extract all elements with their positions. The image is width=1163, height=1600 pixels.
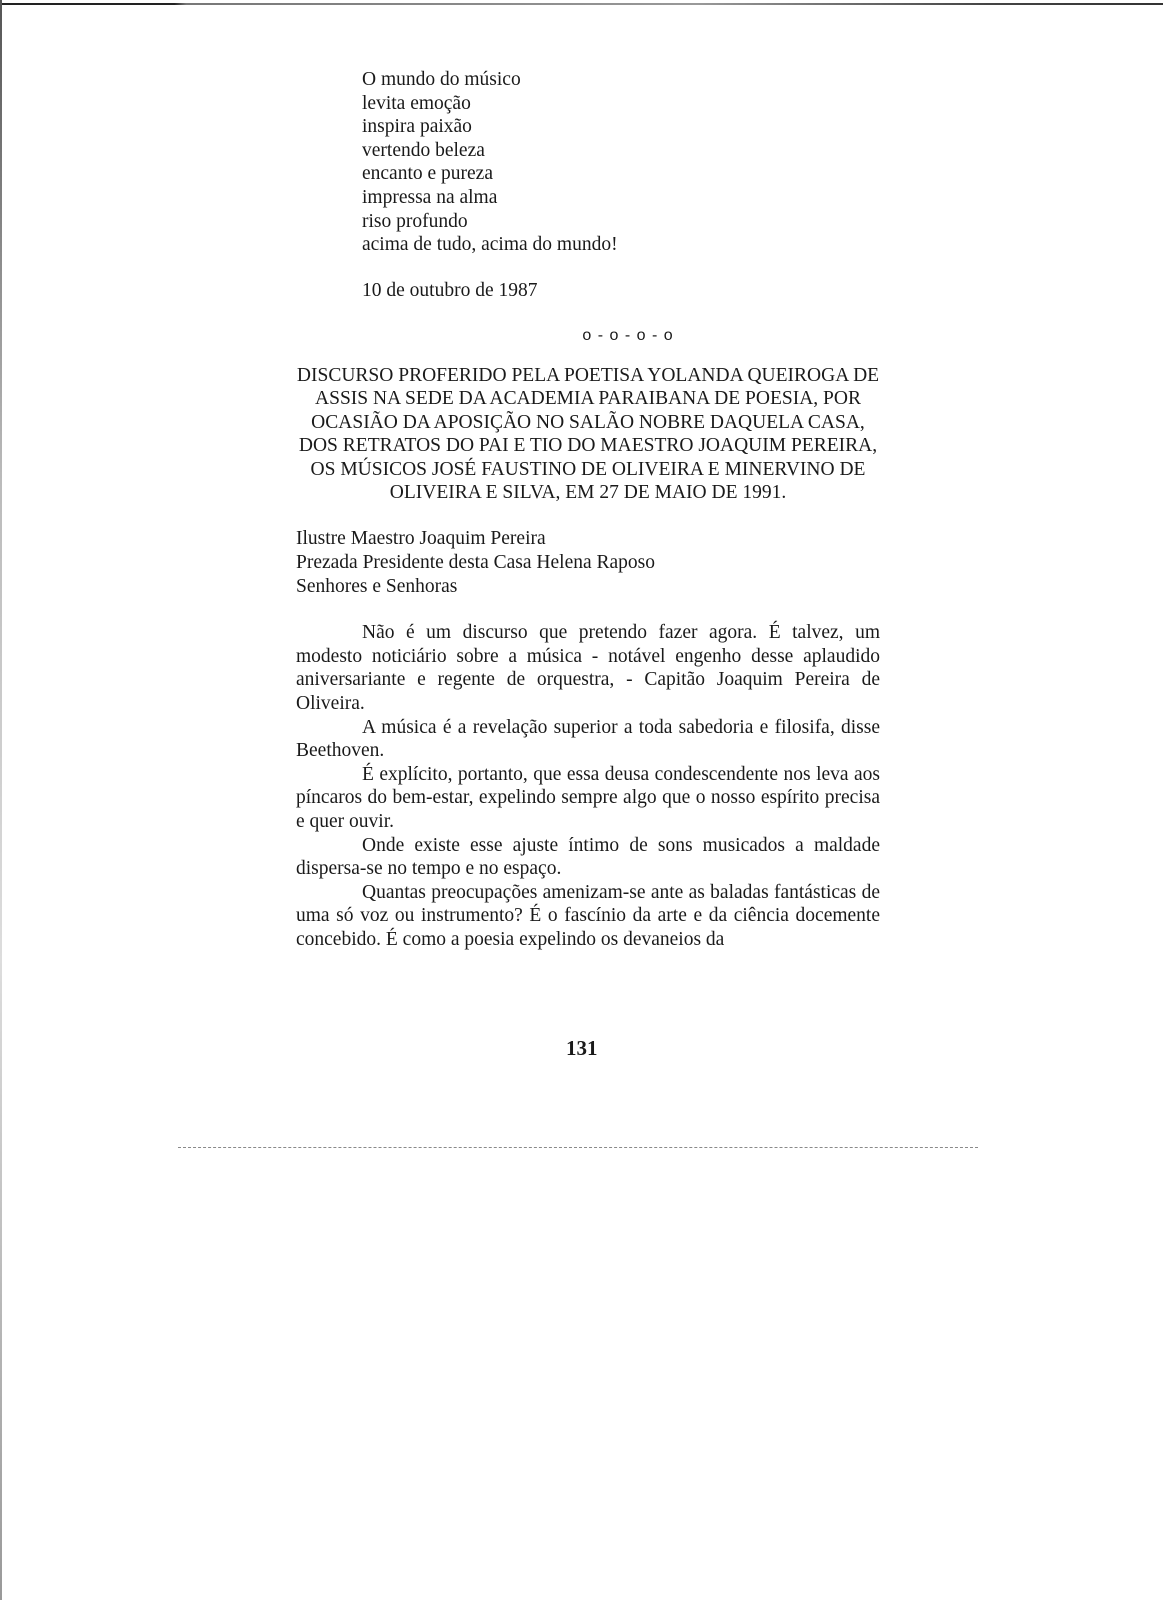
page-content <box>296 68 880 951</box>
poem-line: O mundo do músico <box>362 69 521 90</box>
salutation-line: Senhores e Senhoras <box>296 575 458 597</box>
scan-top-edge-line <box>0 3 1163 5</box>
scan-bottom-edge-line <box>178 1147 978 1148</box>
page-number: 131 <box>566 1036 598 1060</box>
paragraph: Não é um discurso que pretendo fazer agora. É talvez, um modesto noticiário sobre a música - notável engenho desse aplaudido aniversariante e regente de orquestra, - Capitão Joaquim Pereira de Oliveira. <box>296 622 880 714</box>
salutation-line: Ilustre Maestro Joaquim Pereira <box>296 528 546 550</box>
salutation <box>296 527 880 598</box>
section-separator: o - o - o - o <box>582 327 674 345</box>
poem-line: encanto e pureza <box>362 163 493 185</box>
salutation-line: Prezada Presidente desta Casa Helena Raposo <box>296 551 655 573</box>
poem-line: inspira paixão <box>362 116 472 138</box>
speech-title: DISCURSO PROFERIDO PELA POETISA YOLANDA QUEIROGA DE ASSIS NA SEDE DA ACADEMIA PARAIBANA DE POESIA, POR OCASIÃO DA APOSIÇÃO NO SALÃO NOBRE DAQUELA CASA, DOS RETRATOS DO PAI E TIO DO MAESTRO JOAQUIM PEREIRA, OS MÚSICOS JOSÉ FAUSTINO DE OLIVEIRA E MINERVINO DE OLIVEIRA E SILVA, EM 27 DE MAIO DE 1991. <box>296 364 880 503</box>
poem <box>362 68 880 257</box>
poem-date: 10 de outubro de 1987 <box>362 279 538 301</box>
poem-line: levita emoção <box>362 92 471 114</box>
paragraph: A música é a revelação superior a toda sabedoria e filosifa, disse Beethoven. <box>296 716 880 762</box>
paragraph: Onde existe esse ajuste íntimo de sons musicados a maldade dispersa-se no tempo e no espaço. <box>296 834 880 880</box>
poem-line: acima de tudo, acima do mundo! <box>362 234 618 256</box>
poem-line: vertendo beleza <box>362 139 485 161</box>
paragraph: É explícito, portanto, que essa deusa condescendente nos leva aos píncaros do bem-estar, expelindo sempre algo que o nosso espírito precisa e quer ouvir. <box>296 763 880 832</box>
paragraph: Quantas preocupações amenizam-se ante as baladas fantásticas de uma só voz ou instrumento? É o fascínio da arte e da ciência docemente concebido. É como a poesia expelindo os devaneios da <box>296 881 880 950</box>
poem-line: impressa na alma <box>362 186 498 208</box>
speech-body <box>296 621 880 951</box>
poem-line: riso profundo <box>362 210 468 232</box>
scan-left-edge-line <box>0 0 2 1600</box>
